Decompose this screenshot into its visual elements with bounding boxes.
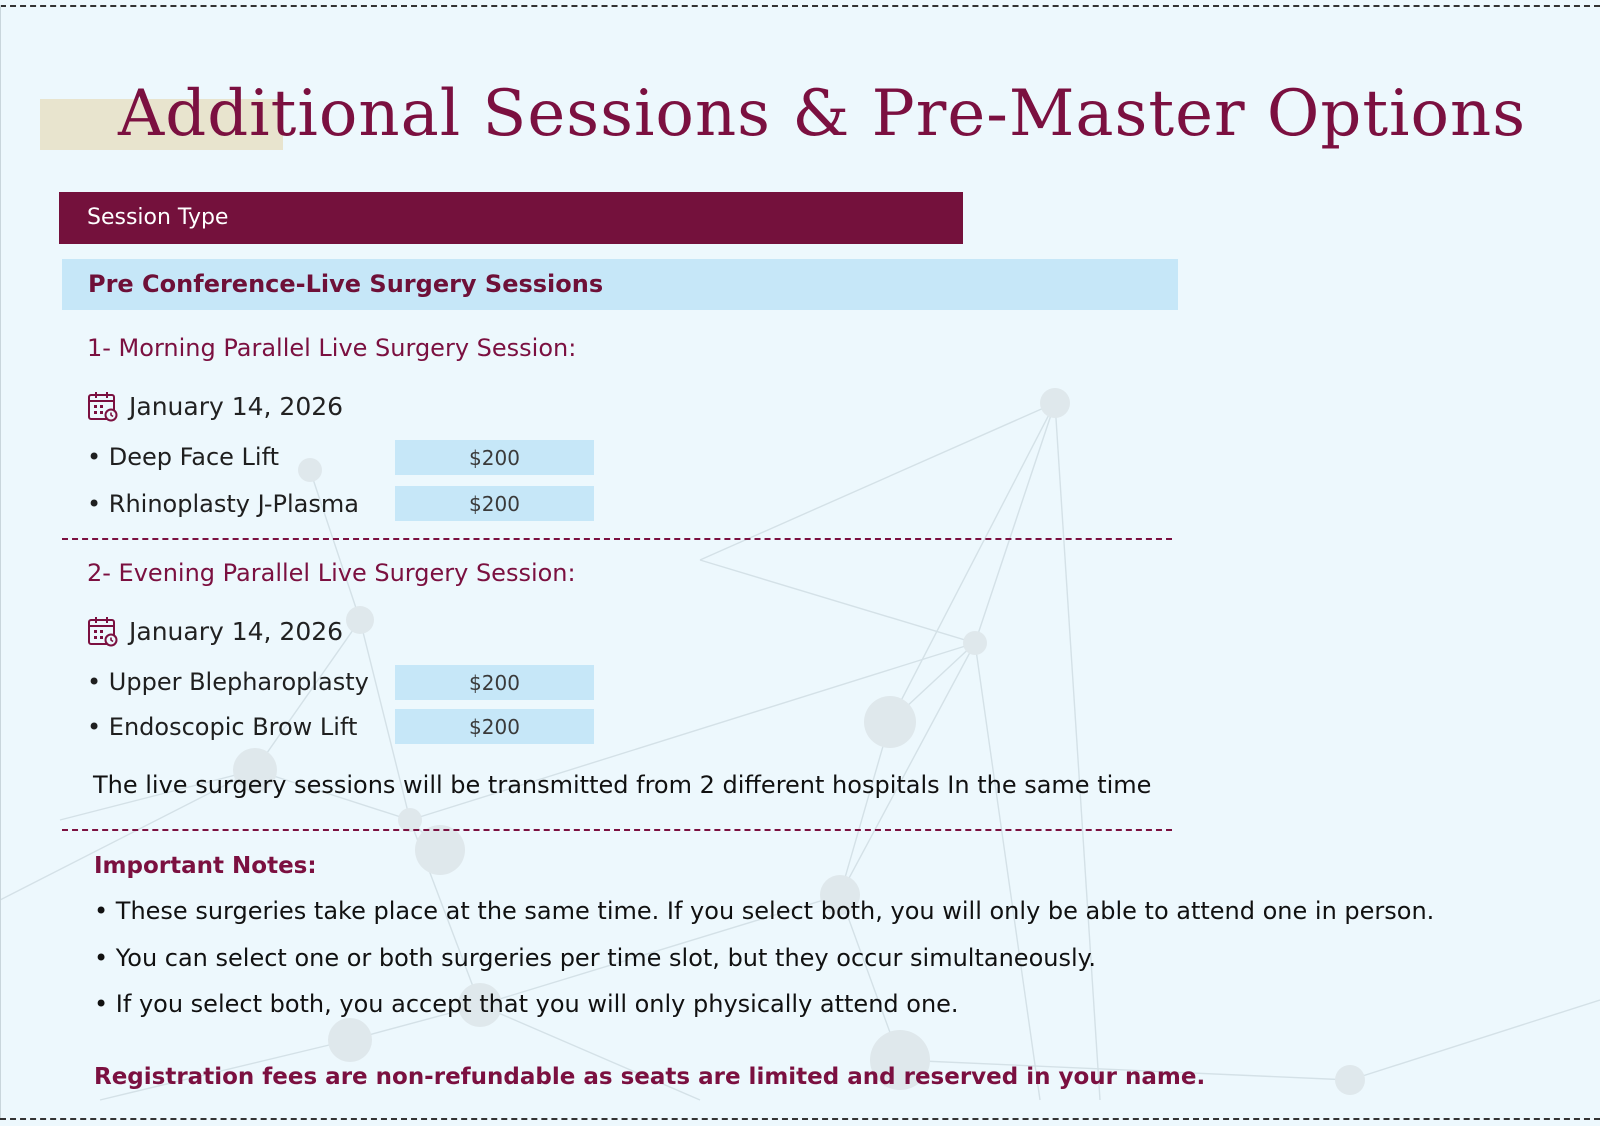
session-item-label: • Rhinoplasty J-Plasma <box>87 490 359 518</box>
important-note-item: • If you select both, you accept that you will only physically attend one. <box>94 990 959 1018</box>
session-item-label: • Endoscopic Brow Lift <box>87 713 358 741</box>
session-item-price: $200 <box>395 486 594 521</box>
session-type-header <box>59 192 963 244</box>
session-title-morning: 1- Morning Parallel Live Surgery Session: <box>87 334 577 362</box>
section-divider <box>62 829 1172 831</box>
section-divider <box>62 538 1172 540</box>
page-title: Additional Sessions & Pre-Master Options <box>118 77 1527 151</box>
dashed-border-bottom <box>0 1118 1600 1120</box>
session-item-price: $200 <box>395 440 594 475</box>
transmission-note: The live surgery sessions will be transmitted from 2 different hospitals In the same time <box>93 771 1152 799</box>
category-band <box>62 259 1178 310</box>
calendar-icon <box>87 615 119 647</box>
session-date-evening <box>87 615 343 647</box>
session-date-text: January 14, 2026 <box>129 391 344 421</box>
session-item-price: $200 <box>395 709 594 744</box>
important-notes-heading: Important Notes: <box>94 853 317 879</box>
session-title-evening: 2- Evening Parallel Live Surgery Session: <box>87 559 576 587</box>
session-item-price: $200 <box>395 665 594 700</box>
session-type-label: Session Type <box>87 205 229 230</box>
session-item-label: • Upper Blepharoplasty <box>87 668 369 696</box>
session-date-text: January 14, 2026 <box>129 616 344 646</box>
session-item-label: • Deep Face Lift <box>87 443 280 471</box>
category-label: Pre Conference-Live Surgery Sessions <box>88 270 604 298</box>
border-left <box>0 5 1 1118</box>
calendar-icon <box>87 390 119 422</box>
important-note-item: • You can select one or both surgeries per time slot, but they occur simultaneously. <box>94 944 1097 972</box>
important-note-item: • These surgeries take place at the same time. If you select both, you will only be able to attend one in person. <box>94 897 1435 925</box>
refund-notice: Registration fees are non-refundable as seats are limited and reserved in your name. <box>94 1064 1206 1090</box>
session-date-morning <box>87 390 343 422</box>
dashed-border-top <box>0 5 1600 7</box>
